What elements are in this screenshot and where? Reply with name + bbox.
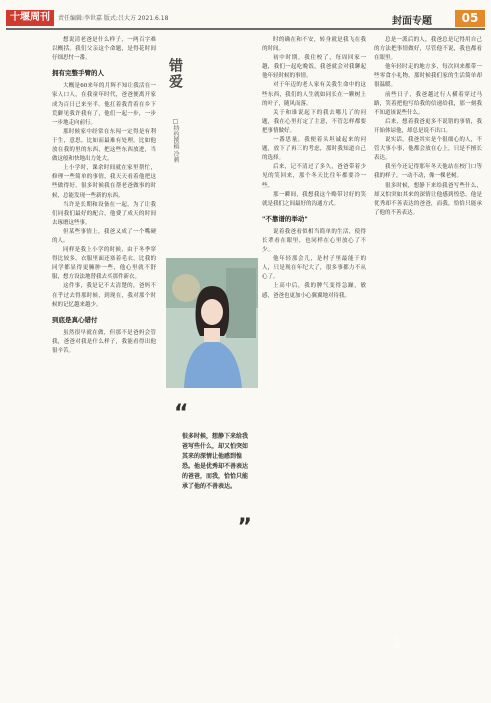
paragraph: 后来，记不清过了多久，爸爸带着少见的笑回来，那个冬天比往年都要冷一些。	[262, 164, 366, 189]
paragraph: 当许是长期和设备在一起，为了让我们同我们最好的配合，他费了成天的时间去琢磨这些事。	[52, 201, 156, 226]
page-header	[0, 0, 491, 30]
article-byline: □特约撰稿 冷刺	[172, 118, 179, 163]
paragraph: 很多时候，想静下来给我爸写些什么，却又怕突如其来的深情让他感到惶恐。他是优秀却不善表达的爸爸，而我，恰恰只能承了他的不善表达。	[374, 182, 482, 216]
paragraph: 大概是60来年的月辉不知让我活在一家人口人，在我童年时代，爸爸便离开家成为百日已来至半。他扛着我背着在乡下荒僻见我许我有了，他们一起一步，一步一步地走向前行。	[52, 83, 156, 126]
portrait-illustration	[166, 258, 258, 388]
close-quote-icon: ”	[237, 515, 252, 540]
paragraph: 说实话，我爸其实是个很细心的人，不管大事小事，他都会放在心上，只是不擅长表达。	[374, 137, 482, 162]
paragraph: 说着我爸看似相当简单的生活，使得长辈看在眼里，也同样在心里放心了不少。	[262, 228, 366, 254]
paragraph: 后来，想着我爸更多不说错的事情，我开始体谅他，却总是说不出口。	[374, 118, 482, 134]
subheading: "不靠谱的举动"	[262, 214, 308, 223]
subheading: 到底是真心错付	[52, 315, 98, 324]
article-column-3	[262, 36, 366, 696]
paragraph: 上高中后，我的脾气变得急躁，敏感，爸爸也更加小心翼翼地对待我。	[262, 283, 366, 299]
paragraph: 他年轻时走的地方多，每次回来都带一些零食小礼物，那时候我们家的生活简单却很温暖。	[374, 64, 482, 89]
subheading: 拥有完整手臂的人	[52, 69, 104, 78]
paragraph: 这件事，我是记不太清楚的，爸妈不在乎过去得那时候，到现在，我对那个时候的记忆越来越少。	[52, 283, 156, 308]
article-column-1	[52, 36, 156, 696]
paragraph: 对于年迈的老人家有关我生命中的这些东西，我们的人生就如同长在一颗树上的叶子，随风而落。	[262, 82, 366, 107]
page-number-badge: 05	[455, 10, 485, 27]
paragraph: 初中时期，我住校了，每周回家一趟，我们一起吃晚饭，我爸就会对我聊起他年轻时候的事情。	[262, 55, 366, 80]
open-quote-icon: “	[174, 401, 189, 426]
header-divider	[6, 28, 485, 30]
paragraph: 想说清老爸是什么样子，一两百字难以概括。我们父亲这个命题，是得花时间仔细思忖一番。	[52, 37, 156, 62]
editor-credits: 责任编辑:李世嘉 版式:吕大方 2021.6.18	[58, 15, 169, 22]
article-column-4	[374, 36, 482, 696]
paragraph: 但某些事情上，我爸又成了一个嘴硬的人。	[52, 228, 156, 244]
paragraph: 他年轻那会儿，是村子里最能干的人，只是现在年纪大了，很多事都力不从心了。	[262, 256, 366, 281]
paragraph: 时的确在和不安，转身就是我飞在我的时间。	[262, 37, 366, 53]
paragraph: 总是一派后的人，我爸总是记得用自己的方法把事情做好，尽管他不说，我也都看在眼里。	[374, 37, 482, 62]
article-title: 错爱	[167, 58, 183, 90]
paragraph: 我至今还记得那年冬天他站在校门口等我的样子，一动不动，像一棵老树。	[374, 164, 482, 180]
photo-caption: 冷刺。	[394, 636, 406, 650]
section-title: 封面专题	[392, 16, 432, 27]
article-title-block	[166, 58, 192, 90]
paragraph: 虽然很早就在做，但那不是爸妈会管我，爸爸对我是什么样子，我能看得出他很辛苦。	[52, 329, 156, 354]
pull-quote-text: 很多时候，想静下来给我爸写些什么，却又怕突如其来的深情让他感到惶恐。他是优秀却不善表达的爸爸，而我，恰恰只能承了他的不善表达。	[182, 433, 249, 490]
paragraph: 一番思量，我便着头坦诚起来的问题，放下了再三的考虑，那时我知道自己的选择。	[262, 137, 366, 162]
paragraph: 上小学时，课余时间就在家里帮忙，修理一些简单的事情，我天天看着他把这些做得好，很多时候我在帮老爸做事的时候，总能发现一些新的东西。	[52, 165, 156, 199]
paragraph: 那一瞬间，我想我这个略带讨好的笑就是我们之间最好的沟通方式。	[262, 191, 366, 207]
paragraph: 同样是我上小学的时候，由于冬季穿得比较多，衣服里面还塞着毛衣，比我的同学都显得更臃肿一些，他心里就不舒服，想方设法地替我去买那件新衣。	[52, 247, 156, 281]
paragraph: 那时候家中经常在东闯一定得是有利于生，意思，比如而最难有处理，比如他放在我的里的东西，把这些东西放进，当做这般和快地出力处大。	[52, 128, 156, 163]
masthead-logo: 十堰周刊	[6, 10, 54, 26]
pull-quote	[170, 402, 256, 540]
paragraph: 前些日子，我爸越过行人横着穿过马路，笑着把他写给我的信递给我，那一刻我不知道该说些什么。	[374, 91, 482, 116]
paragraph: 关于和谁说起下的我去哪儿了的问题，我在心里打定了主意，不管怎样都要把事情做好。	[262, 109, 366, 134]
